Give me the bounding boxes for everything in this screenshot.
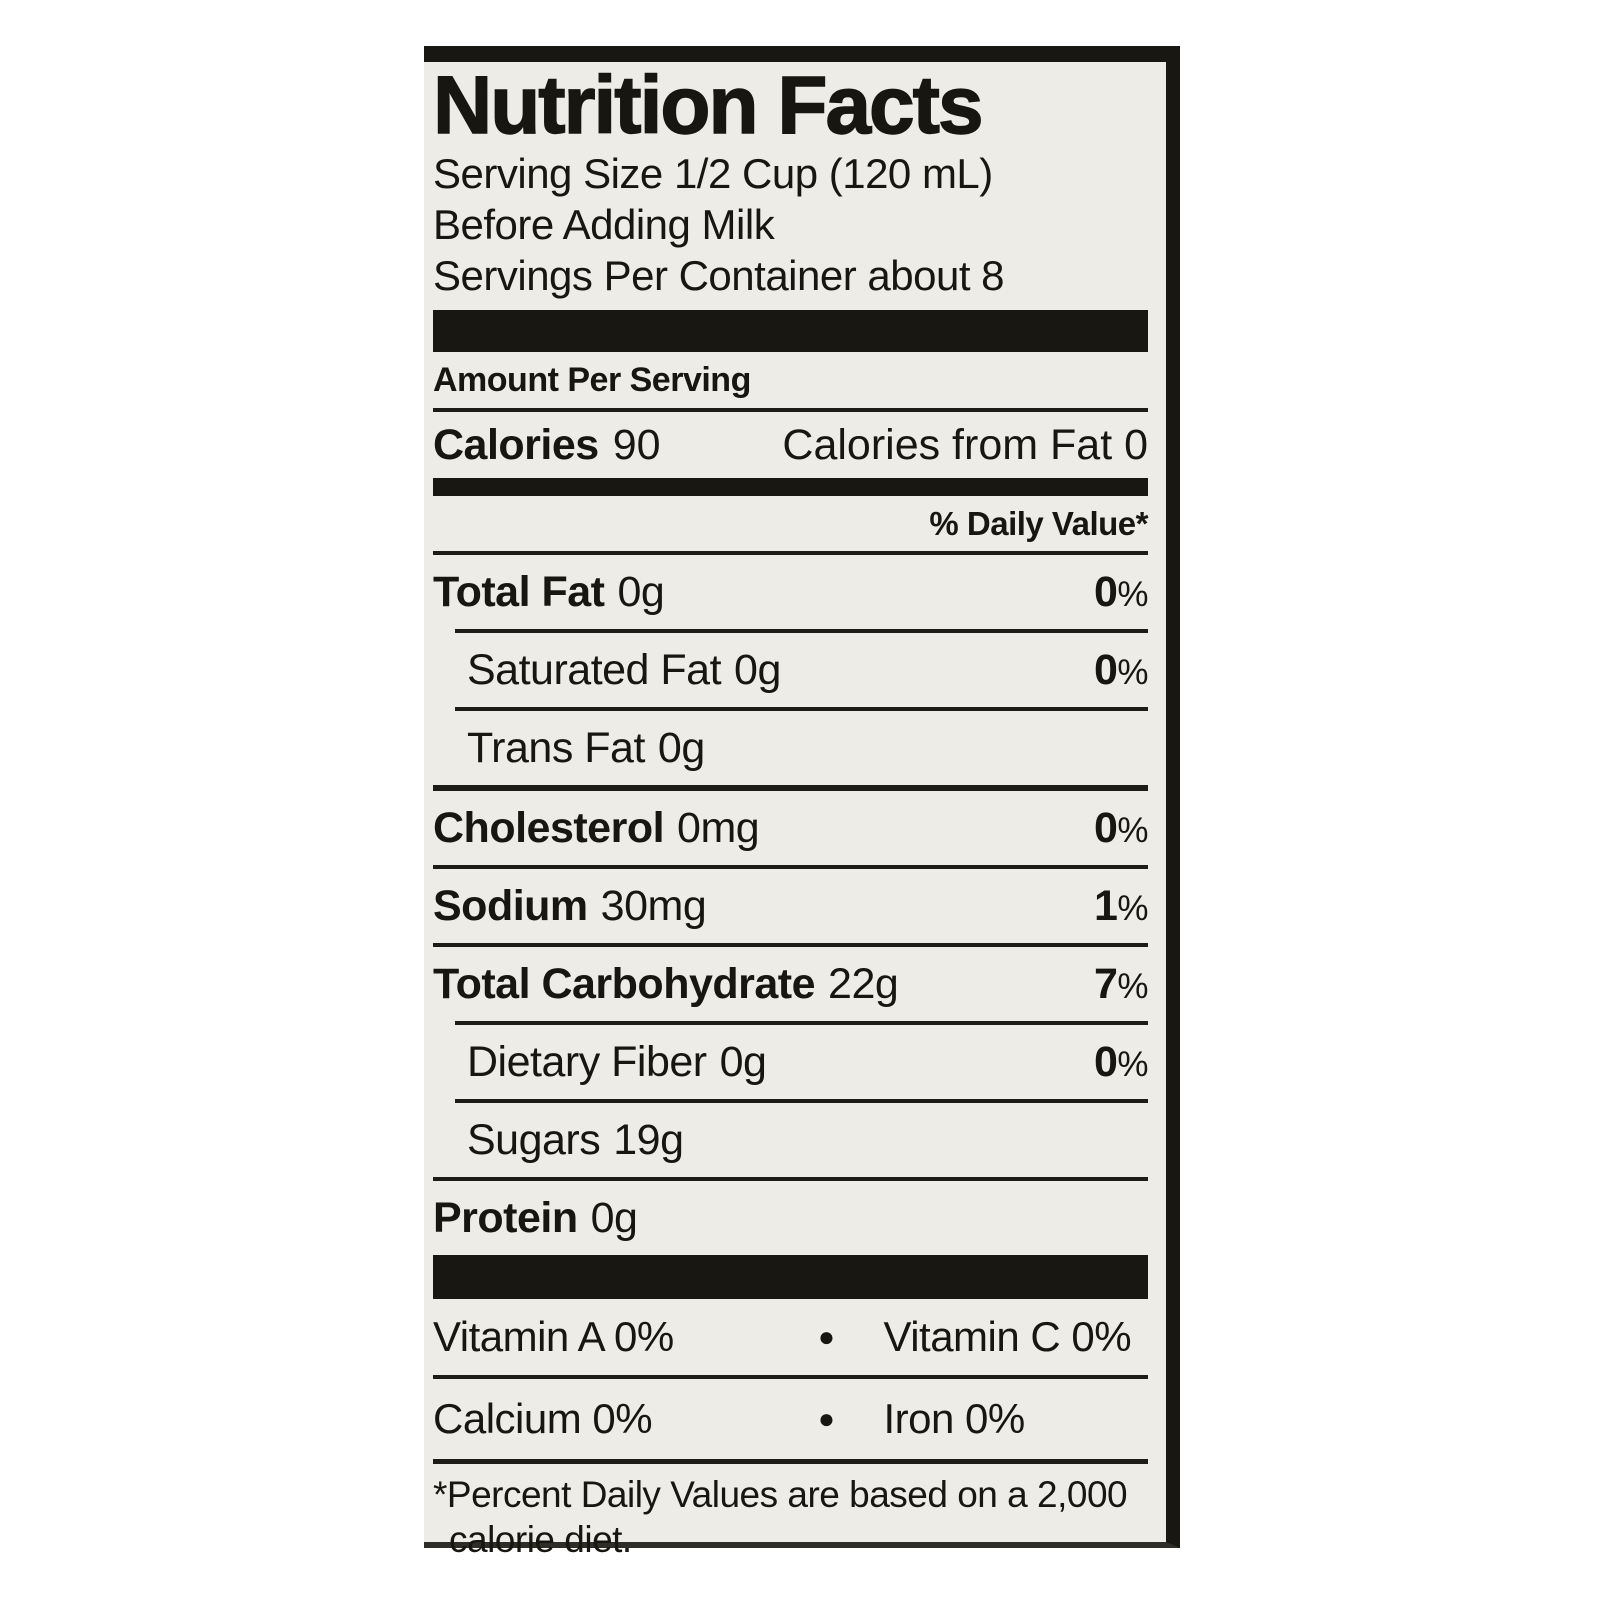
nutrient-daily-value: 1% bbox=[1093, 881, 1148, 930]
nutrient-daily-value: 0% bbox=[1093, 645, 1148, 694]
calcium-value: Calcium 0% bbox=[433, 1395, 653, 1442]
section-bar-vitamins bbox=[433, 1255, 1148, 1299]
nutrient-row-dietary-fiber bbox=[433, 1025, 1148, 1099]
nutrient-row-saturated-fat bbox=[433, 633, 1148, 707]
nutrient-daily-value: 7% bbox=[1093, 959, 1148, 1008]
nutrient-name: Total Fat bbox=[433, 567, 605, 616]
nutrient-daily-value: 0% bbox=[1093, 803, 1148, 852]
footnote bbox=[433, 1464, 1148, 1562]
nutrient-name: Total Carbohydrate bbox=[433, 959, 816, 1008]
amount-per-serving-heading: Amount Per Serving bbox=[433, 361, 751, 399]
nutrient-amount: 0g bbox=[657, 723, 705, 772]
calories-label: Calories bbox=[433, 420, 599, 469]
section-bar-top bbox=[433, 310, 1148, 352]
vitamin-c-value: Vitamin C 0% bbox=[883, 1313, 1132, 1360]
serving-note-line: Before Adding Milk bbox=[433, 201, 775, 248]
label-title: Nutrition Facts bbox=[433, 60, 982, 151]
nutrient-amount: 22g bbox=[828, 959, 899, 1008]
nutrient-name: Sugars bbox=[467, 1115, 601, 1164]
nutrient-name: Protein bbox=[433, 1193, 578, 1242]
section-bar-calories bbox=[433, 478, 1148, 496]
iron-value: Iron 0% bbox=[883, 1395, 1025, 1442]
nutrient-row-total-fat bbox=[433, 555, 1148, 629]
serving-info bbox=[433, 148, 1148, 301]
bullet-icon: ● bbox=[818, 1321, 835, 1352]
nutrition-facts-label bbox=[424, 46, 1180, 1560]
vitamin-row-1 bbox=[433, 1299, 1148, 1375]
calories-from-fat: Calories from Fat 0 bbox=[782, 420, 1148, 469]
nutrient-row-sugars bbox=[433, 1103, 1148, 1177]
nutrient-name: Sodium bbox=[433, 881, 588, 930]
servings-per-container-line: Servings Per Container about 8 bbox=[433, 252, 1005, 299]
calories-value: 90 bbox=[612, 420, 661, 469]
nutrient-row-trans-fat bbox=[433, 711, 1148, 785]
nutrient-row-total-carbohydrate bbox=[433, 947, 1148, 1021]
nutrient-name: Saturated Fat bbox=[467, 645, 722, 694]
footnote-line-2: calorie diet. bbox=[449, 1519, 632, 1560]
vitamin-row-2 bbox=[433, 1379, 1148, 1459]
bullet-icon: ● bbox=[818, 1403, 835, 1434]
nutrient-amount: 0g bbox=[590, 1193, 638, 1242]
nutrient-amount: 30mg bbox=[600, 881, 707, 930]
footnote-line-1: *Percent Daily Values are based on a 2,000 bbox=[433, 1474, 1128, 1515]
nutrient-amount: 0g bbox=[617, 567, 665, 616]
nutrient-name: Trans Fat bbox=[467, 723, 645, 772]
nutrient-amount: 0g bbox=[734, 645, 781, 694]
daily-value-heading: % Daily Value* bbox=[929, 505, 1148, 542]
nutrient-amount: 0mg bbox=[677, 803, 760, 852]
nutrient-row-sodium bbox=[433, 869, 1148, 943]
nutrient-row-protein bbox=[433, 1181, 1148, 1255]
nutrient-daily-value: 0% bbox=[1093, 1037, 1148, 1086]
serving-size-line: Serving Size 1/2 Cup (120 mL) bbox=[433, 150, 993, 197]
calories-left bbox=[433, 421, 661, 470]
calories-row bbox=[433, 412, 1148, 478]
nutrient-name: Cholesterol bbox=[433, 803, 665, 852]
nutrient-amount: 19g bbox=[613, 1115, 684, 1164]
vitamin-a-value: Vitamin A 0% bbox=[433, 1313, 674, 1360]
nutrient-name: Dietary Fiber bbox=[467, 1037, 707, 1086]
nutrient-row-cholesterol bbox=[433, 791, 1148, 865]
nutrient-amount: 0g bbox=[719, 1037, 767, 1086]
nutrient-daily-value: 0% bbox=[1093, 567, 1148, 616]
